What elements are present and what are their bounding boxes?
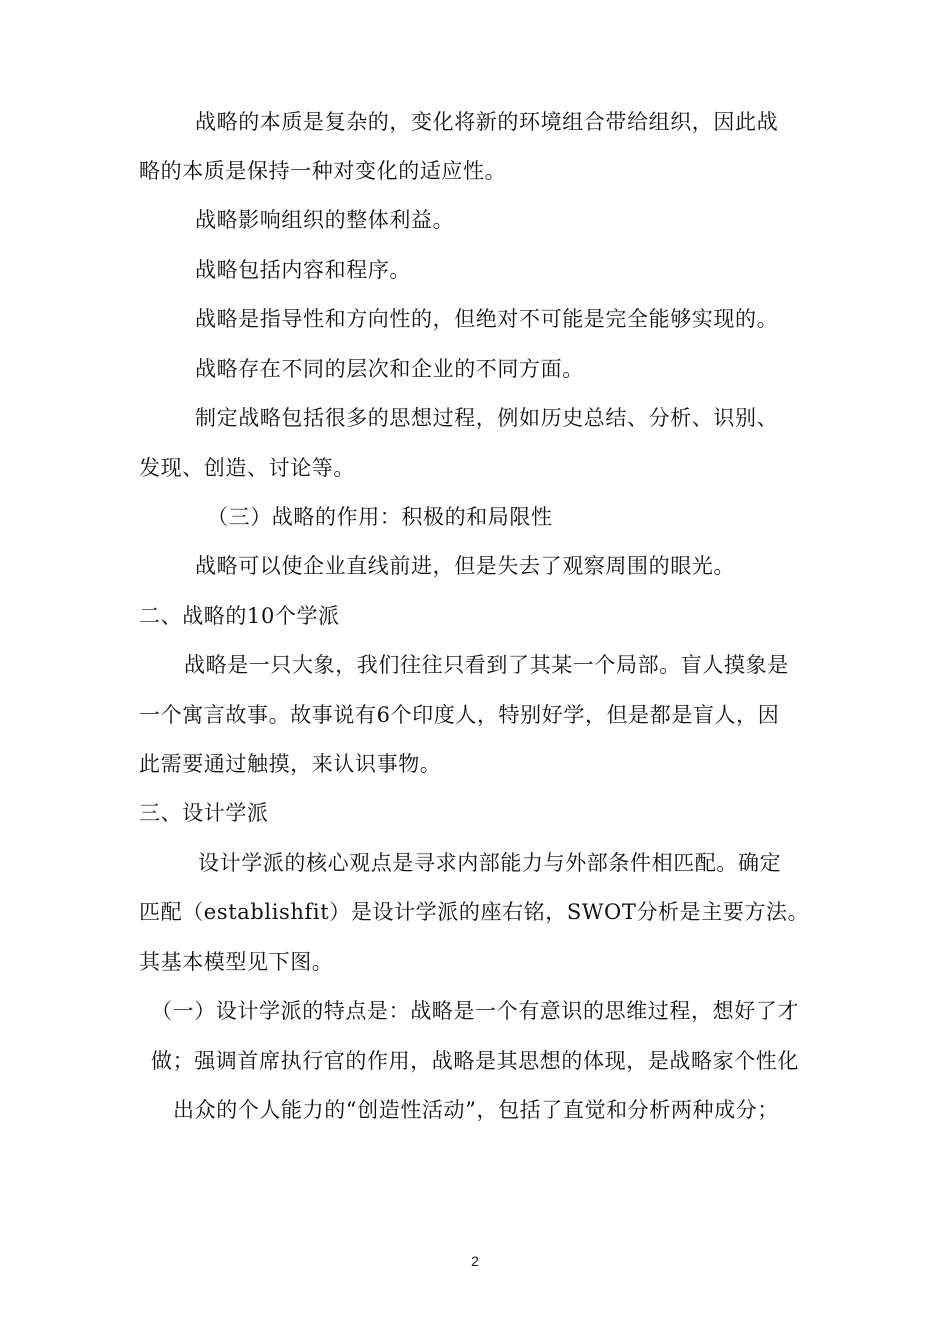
paragraph-line: 做；强调首席执行官的作用，战略是其思想的体现，是战略家个性化	[151, 1049, 799, 1073]
paragraph-line: 略的本质是保持一种对变化的适应性。	[139, 159, 507, 183]
paragraph-line: 战略包括内容和程序。	[195, 258, 411, 282]
paragraph-line: 匹配（establishfit）是设计学派的座右铭，SWOT分析是主要方法。	[139, 900, 810, 924]
paragraph-line: 发现、创造、讨论等。	[139, 456, 355, 480]
paragraph-line: 战略影响组织的整体利益。	[195, 208, 455, 232]
section-heading: 三、设计学派	[139, 801, 269, 825]
paragraph-line: 战略是指导性和方向性的，但绝对不可能是完全能够实现的。	[195, 307, 779, 331]
paragraph-line: 战略可以使企业直线前进，但是失去了观察周围的眼光。	[195, 554, 735, 578]
paragraph-line: 战略存在不同的层次和企业的不同方面。	[195, 357, 584, 381]
paragraph-line: （一）设计学派的特点是：战略是一个有意识的思维过程，想好了才	[151, 999, 799, 1023]
paragraph-line: 战略是一只大象，我们往往只看到了其某一个局部。盲人摸象是	[184, 653, 789, 677]
paragraph-line: 一个寓言故事。故事说有6个印度人，特别好学，但是都是盲人，因	[139, 703, 780, 727]
paragraph-line: 战略的本质是复杂的，变化将新的环境组合带给组织，因此战	[195, 110, 779, 134]
paragraph-line: 设计学派的核心观点是寻求内部能力与外部条件相匹配。确定	[198, 851, 782, 875]
section-heading: （三）战略的作用：积极的和局限性	[207, 505, 553, 529]
paragraph-line: 制定战略包括很多的思想过程，例如历史总结、分析、识别、	[195, 406, 779, 430]
section-heading: 二、战略的10个学派	[139, 604, 340, 628]
page-number: 2	[471, 1253, 479, 1269]
paragraph-line: 此需要通过触摸，来认识事物。	[139, 752, 442, 776]
paragraph-line: 出众的个人能力的“创造性活动”，包括了直觉和分析两种成分；	[173, 1098, 779, 1122]
paragraph-line: 其基本模型见下图。	[139, 950, 334, 974]
